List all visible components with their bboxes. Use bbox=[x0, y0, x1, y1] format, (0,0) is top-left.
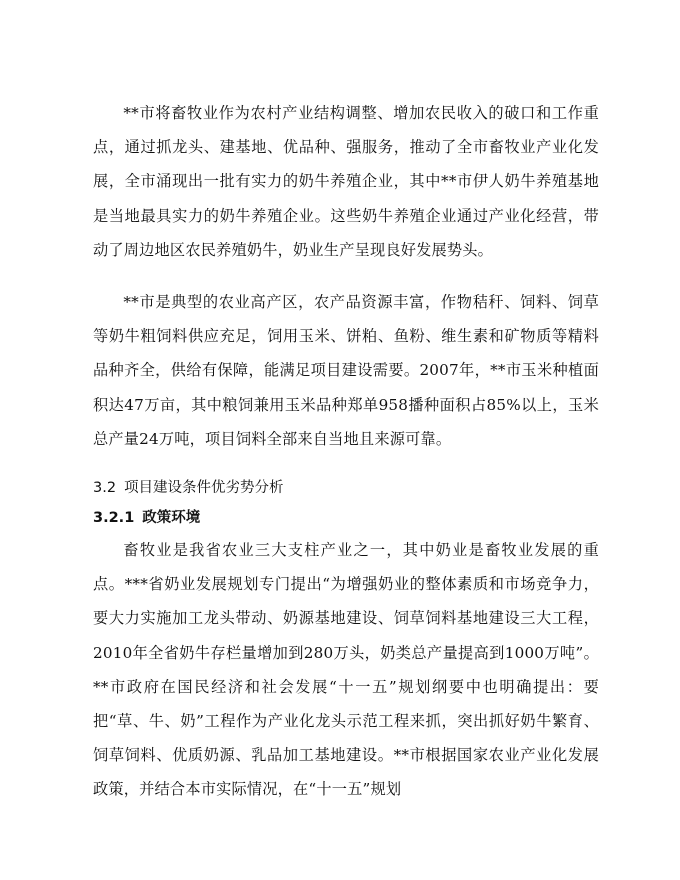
section-heading-number: 3.2 bbox=[93, 480, 117, 496]
subsection-heading-number: 3.2.1 bbox=[93, 510, 135, 526]
paragraph-policy-environment: 畜牧业是我省农业三大支柱产业之一，其中奶业是畜牧业发展的重点。***省奶业发展规划专门提出“为增强奶业的整体素质和市场竞争力，要大力实施加工龙头带动、奶源基地建设、饲草饲料基地建设三大工程，2010年全省奶牛存栏量增加到280万头，奶类总产量提高到1000万吨”。**市政府在国民经济和社会发展“十一五”规划纲要中也明确提出：要把“草、牛、奶”工程作为产业化龙头示范工程来抓，突出抓好奶牛繁育、饲草饲料、优质奶源、乳品加工基地建设。**市根据国家农业产业化发展政策，并结合本市实际情况，在“十一五”规划 bbox=[93, 541, 599, 799]
subsection-heading bbox=[93, 506, 200, 530]
paragraph-dairy-industry-overview: **市将畜牧业作为农村产业结构调整、增加农民收入的破口和工作重点，通过抓龙头、建基地、优品种、强服务，推动了全市畜牧业产业化发展，全市涌现出一批有实力的奶牛养殖企业，其中**市伊人奶牛养殖基地是当地最具实力的奶牛养殖企业。这些奶牛养殖企业通过产业化经营，带动了周边地区农民养殖奶牛，奶业生产呈现良好发展势头。 bbox=[93, 104, 599, 259]
section-heading bbox=[93, 476, 284, 500]
section-heading-title: 项目建设条件优劣势分析 bbox=[124, 480, 284, 496]
subsection-heading-title: 政策环境 bbox=[142, 510, 201, 526]
paragraph-feed-resources: **市是典型的农业高产区，农产品资源丰富，作物秸秆、饲料、饲草等奶牛粗饲料供应充足，饲用玉米、饼粕、鱼粉、维生素和矿物质等精料品种齐全，供给有保障，能满足项目建设需要。2007年，**市玉米种植面积达47万亩，其中粮饲兼用玉米品种郑单958播种面积占85%以上，玉米总产量24万吨，项目饲料全部来自当地且来源可靠。 bbox=[93, 293, 599, 448]
